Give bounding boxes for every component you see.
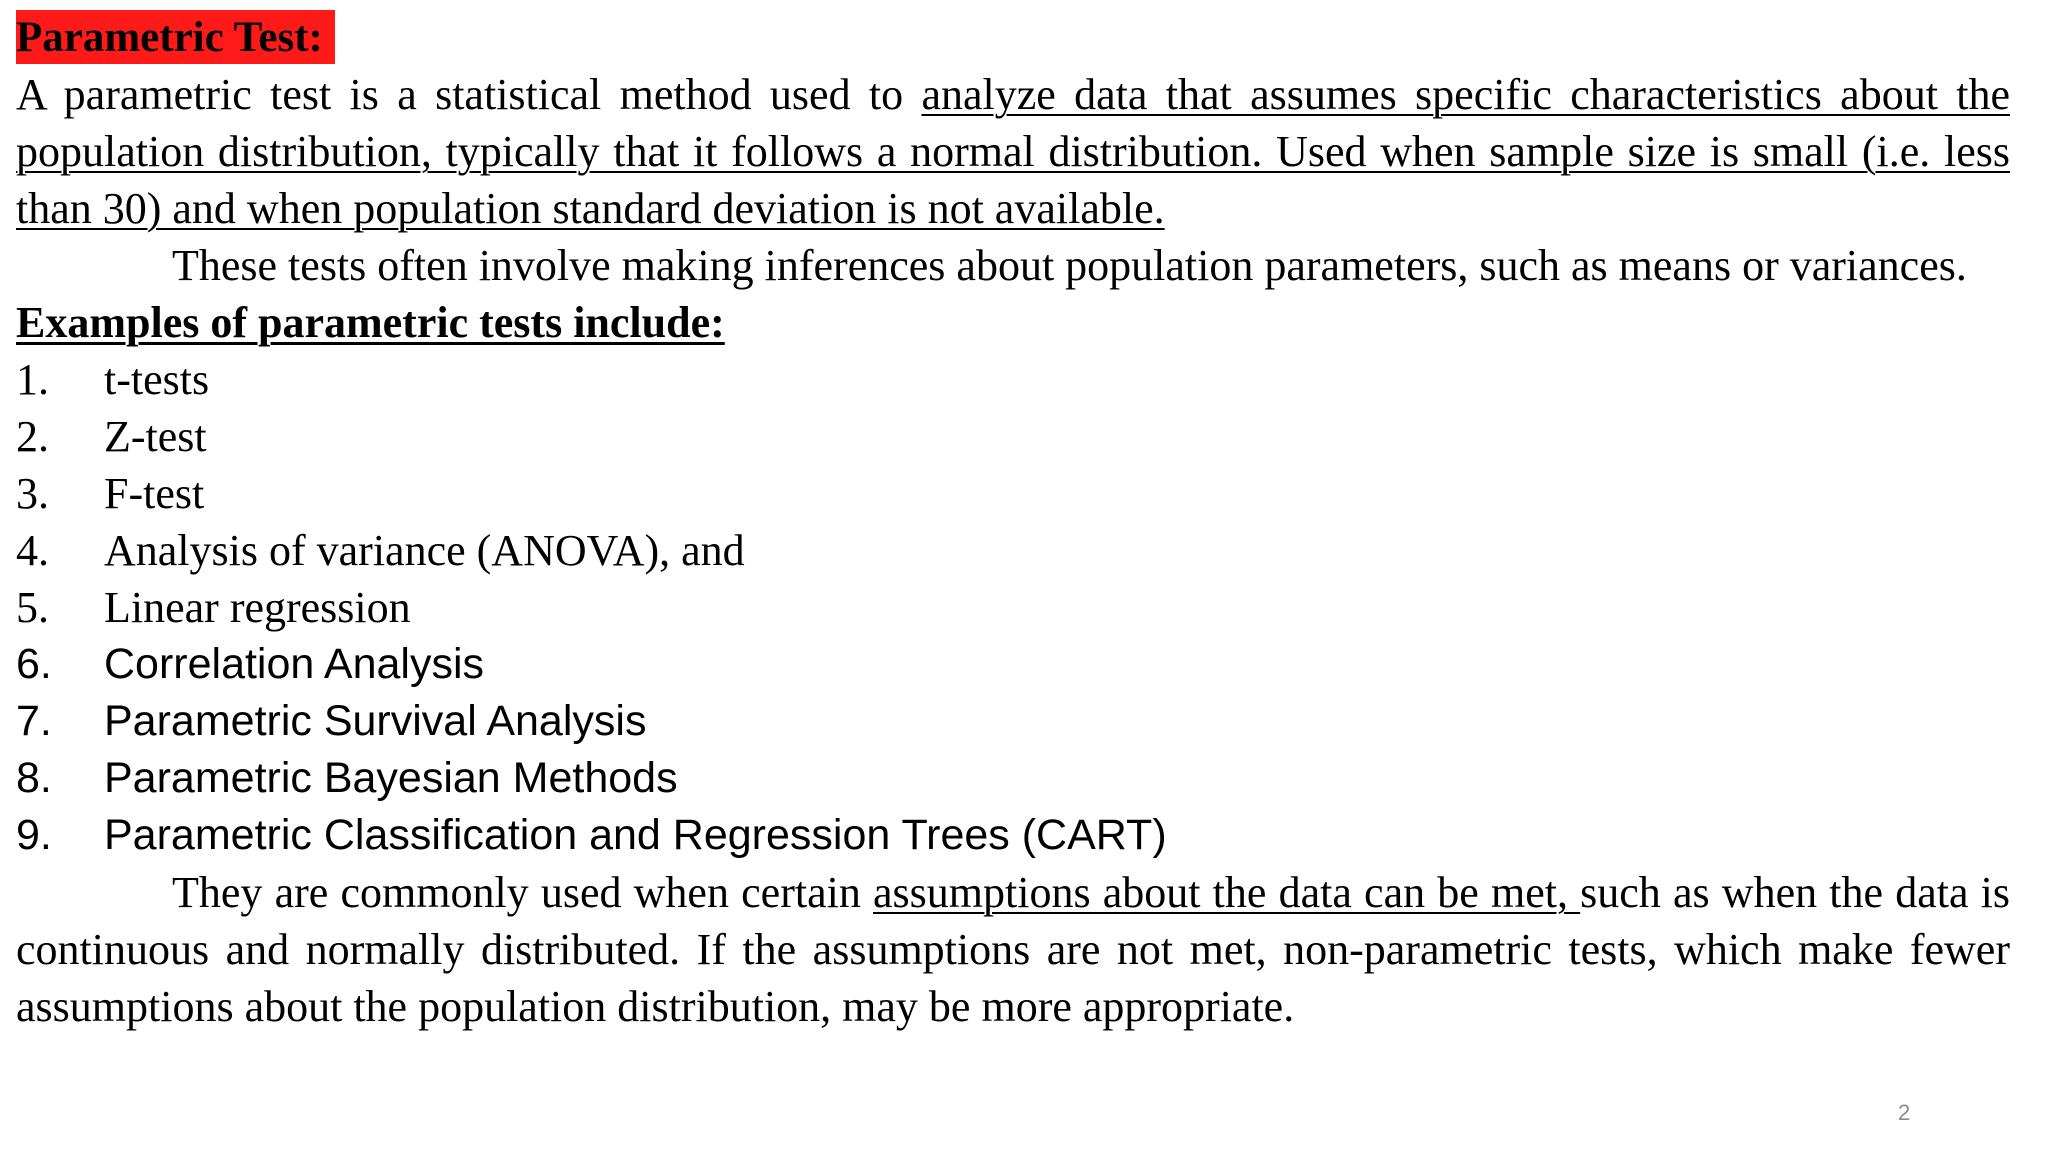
list-item <box>16 408 2010 465</box>
closing-rest: such as when the data is continuous and normally distributed. If the assumptions are not met, non-parametric tests, which make fewer assumptions about the population distribution, may be more appropriate. <box>16 868 2010 1031</box>
list-item <box>16 807 2010 864</box>
list-item-number: 7. <box>16 697 52 745</box>
closing-paragraph <box>16 864 2010 1035</box>
intro-underlined-text: analyze data that assumes specific characteristics about the population distribution, typically that it follows a normal distribution. Used when sample size is small (i.e. less than 30) and when population standard deviation is not available. <box>16 70 2011 233</box>
list-item <box>16 465 2010 522</box>
list-item-number: 8. <box>16 754 52 802</box>
list-item-number: 4. <box>16 526 49 575</box>
list-item-label: t-tests <box>104 355 210 404</box>
slide-content <box>16 10 2010 1035</box>
list-item-number: 6. <box>16 640 52 688</box>
list-item <box>16 579 2010 636</box>
list-item <box>16 522 2010 579</box>
list-item <box>16 636 2010 693</box>
inference-paragraph: These tests often involve making inferences about population parameters, such as means or variances. <box>172 241 1967 290</box>
list-item-label: Linear regression <box>104 583 411 632</box>
list-item-label: F-test <box>104 469 205 518</box>
examples-heading-text: Examples of parametric tests include: <box>16 298 725 347</box>
list-item-number: 1. <box>16 355 49 404</box>
slide-title: Parametric Test: <box>16 10 335 64</box>
list-item-label: Parametric Bayesian Methods <box>104 754 678 802</box>
list-item <box>16 693 2010 750</box>
list-item-number: 9. <box>16 811 52 859</box>
list-item <box>16 750 2010 807</box>
list-item-number: 3. <box>16 469 49 518</box>
intro-lead: A parametric test is a statistical method used to <box>16 70 922 119</box>
list-item-label: Correlation Analysis <box>104 640 485 688</box>
list-item <box>16 351 2010 408</box>
list-item-number: 5. <box>16 583 49 632</box>
list-item-label: Parametric Survival Analysis <box>104 697 647 745</box>
list-item-number: 2. <box>16 412 49 461</box>
list-item-label: Parametric Classification and Regression Trees (CART) <box>104 811 1167 859</box>
list-item-label: Z-test <box>104 412 207 461</box>
closing-underlined-text: assumptions about the data can be met, <box>873 868 1581 917</box>
intro-paragraph <box>16 66 2010 237</box>
examples-list <box>16 351 2010 864</box>
page-number: 2 <box>1898 1100 1911 1125</box>
closing-lead: They are commonly used when certain <box>172 868 873 917</box>
examples-heading <box>16 294 2010 351</box>
list-item-label: Analysis of variance (ANOVA), and <box>104 526 745 575</box>
